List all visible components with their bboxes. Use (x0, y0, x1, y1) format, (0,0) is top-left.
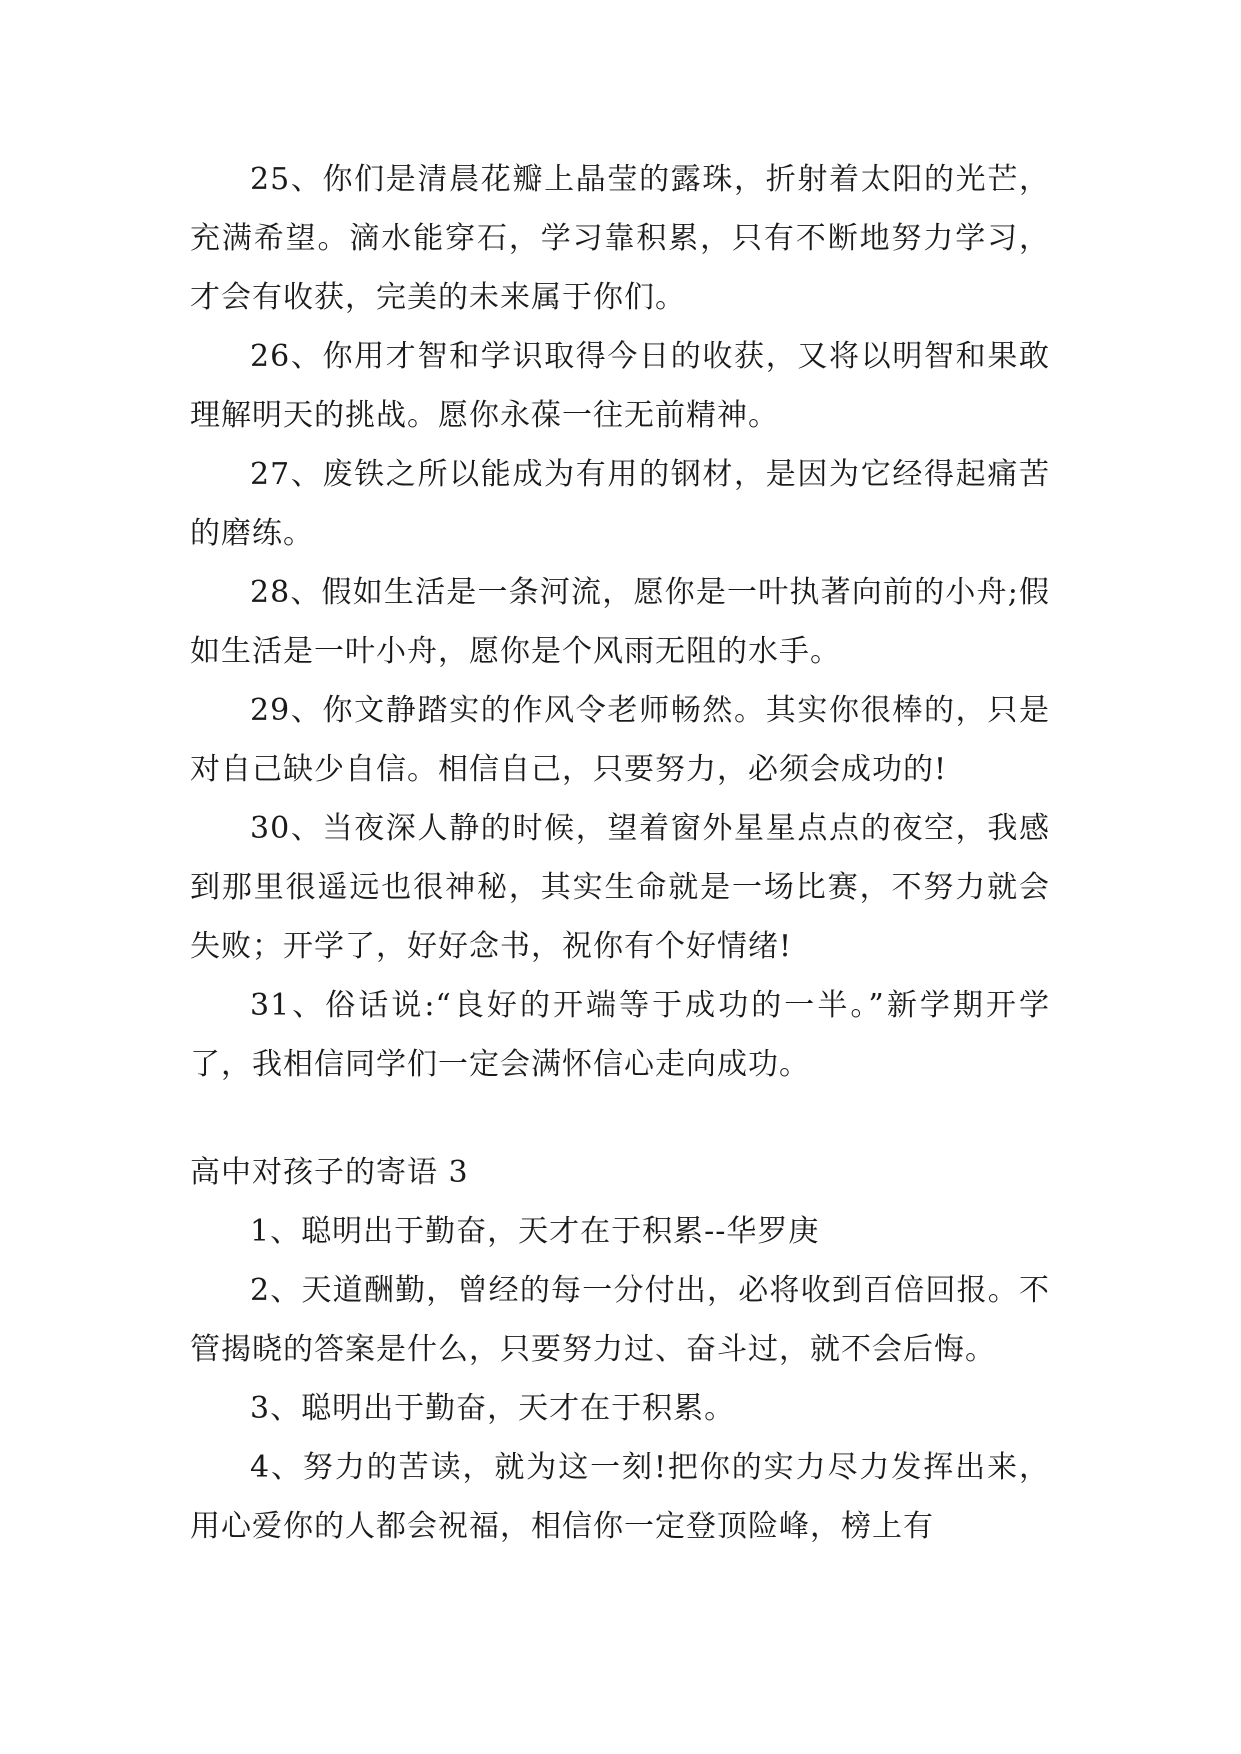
paragraph-27: 27、废铁之所以能成为有用的钢材，是因为它经得起痛苦的磨练。 (190, 457, 1050, 551)
section-title: 高中对孩子的寄语 3 (190, 1155, 469, 1190)
paragraph-31: 31、俗话说:“良好的开端等于成功的一半。”新学期开学了，我相信同学们一定会满怀信心走向成功。 (190, 988, 1050, 1082)
paragraph-25: 25、你们是清晨花瓣上晶莹的露珠，折射着太阳的光芒，充满希望。滴水能穿石，学习靠积累，只有不断地努力学习，才会有收获，完美的未来属于你们。 (190, 162, 1050, 315)
paragraph-3: 3、聪明出于勤奋，天才在于积累。 (250, 1391, 736, 1426)
document-body (190, 150, 1050, 1556)
paragraph-4: 4、努力的苦读，就为这一刻!把你的实力尽力发挥出来，用心爱你的人都会祝福，相信你一定登顶险峰，榜上有 (190, 1450, 1050, 1544)
paragraph-29: 29、你文静踏实的作风令老师畅然。其实你很棒的，只是对自己缺少自信。相信自己，只要努力，必须会成功的! (190, 693, 1050, 787)
paragraph-28: 28、假如生活是一条河流，愿你是一叶执著向前的小舟;假如生活是一叶小舟，愿你是个风雨无阻的水手。 (190, 575, 1050, 669)
paragraph-30: 30、当夜深人静的时候，望着窗外星星点点的夜空，我感到那里很遥远也很神秘，其实生命就是一场比赛，不努力就会失败；开学了，好好念书，祝你有个好情绪! (190, 811, 1050, 964)
paragraph-2: 2、天道酬勤，曾经的每一分付出，必将收到百倍回报。不管揭晓的答案是什么，只要努力过、奋斗过，就不会后悔。 (190, 1273, 1050, 1367)
paragraph-26: 26、你用才智和学识取得今日的收获，又将以明智和果敢理解明天的挑战。愿你永葆一往无前精神。 (190, 339, 1050, 433)
paragraph-1: 1、聪明出于勤奋，天才在于积累--华罗庚 (250, 1214, 820, 1249)
